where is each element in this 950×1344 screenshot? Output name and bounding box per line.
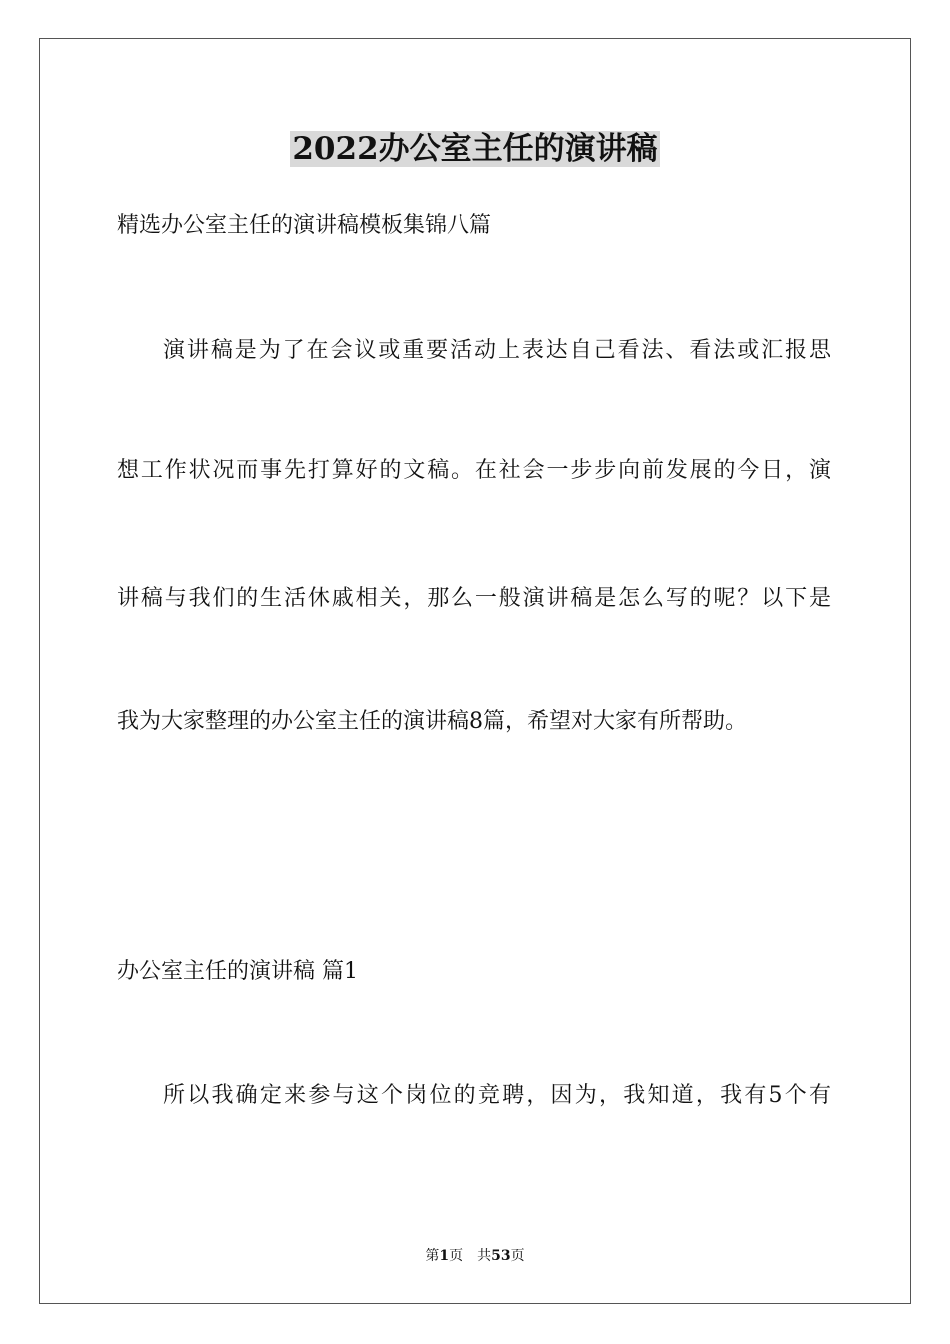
footer-page-prefix: 第 (425, 1248, 440, 1264)
section-heading: 办公室主任的演讲稿 篇1 (117, 959, 358, 984)
footer-total-prefix: 共 (477, 1248, 492, 1264)
intro-paragraph-line: 我为大家整理的办公室主任的演讲稿8篇，希望对大家有所帮助。 (117, 709, 747, 734)
footer-total-suffix: 页 (510, 1248, 525, 1264)
footer-page-number: 1 (439, 1248, 450, 1264)
document-subtitle: 精选办公室主任的演讲稿模板集锦八篇 (117, 213, 492, 238)
section-paragraph-line: 所以我确定来参与这个岗位的竞聘，因为，我知道，我有5个有 (163, 1083, 831, 1108)
footer-page-suffix: 页 (449, 1248, 464, 1264)
document-title-text: 2022办公室主任的演讲稿 (292, 131, 658, 167)
intro-paragraph-line: 演讲稿是为了在会议或重要活动上表达自己看法、看法或汇报思 (163, 338, 831, 363)
footer-total-pages: 53 (491, 1248, 511, 1264)
page-footer (0, 1247, 950, 1265)
intro-paragraph-line: 讲稿与我们的生活休戚相关，那么一般演讲稿是怎么写的呢？以下是 (117, 586, 831, 611)
document-title (0, 128, 950, 170)
intro-paragraph-line: 想工作状况而事先打算好的文稿。在社会一步步向前发展的今日，演 (117, 458, 831, 483)
